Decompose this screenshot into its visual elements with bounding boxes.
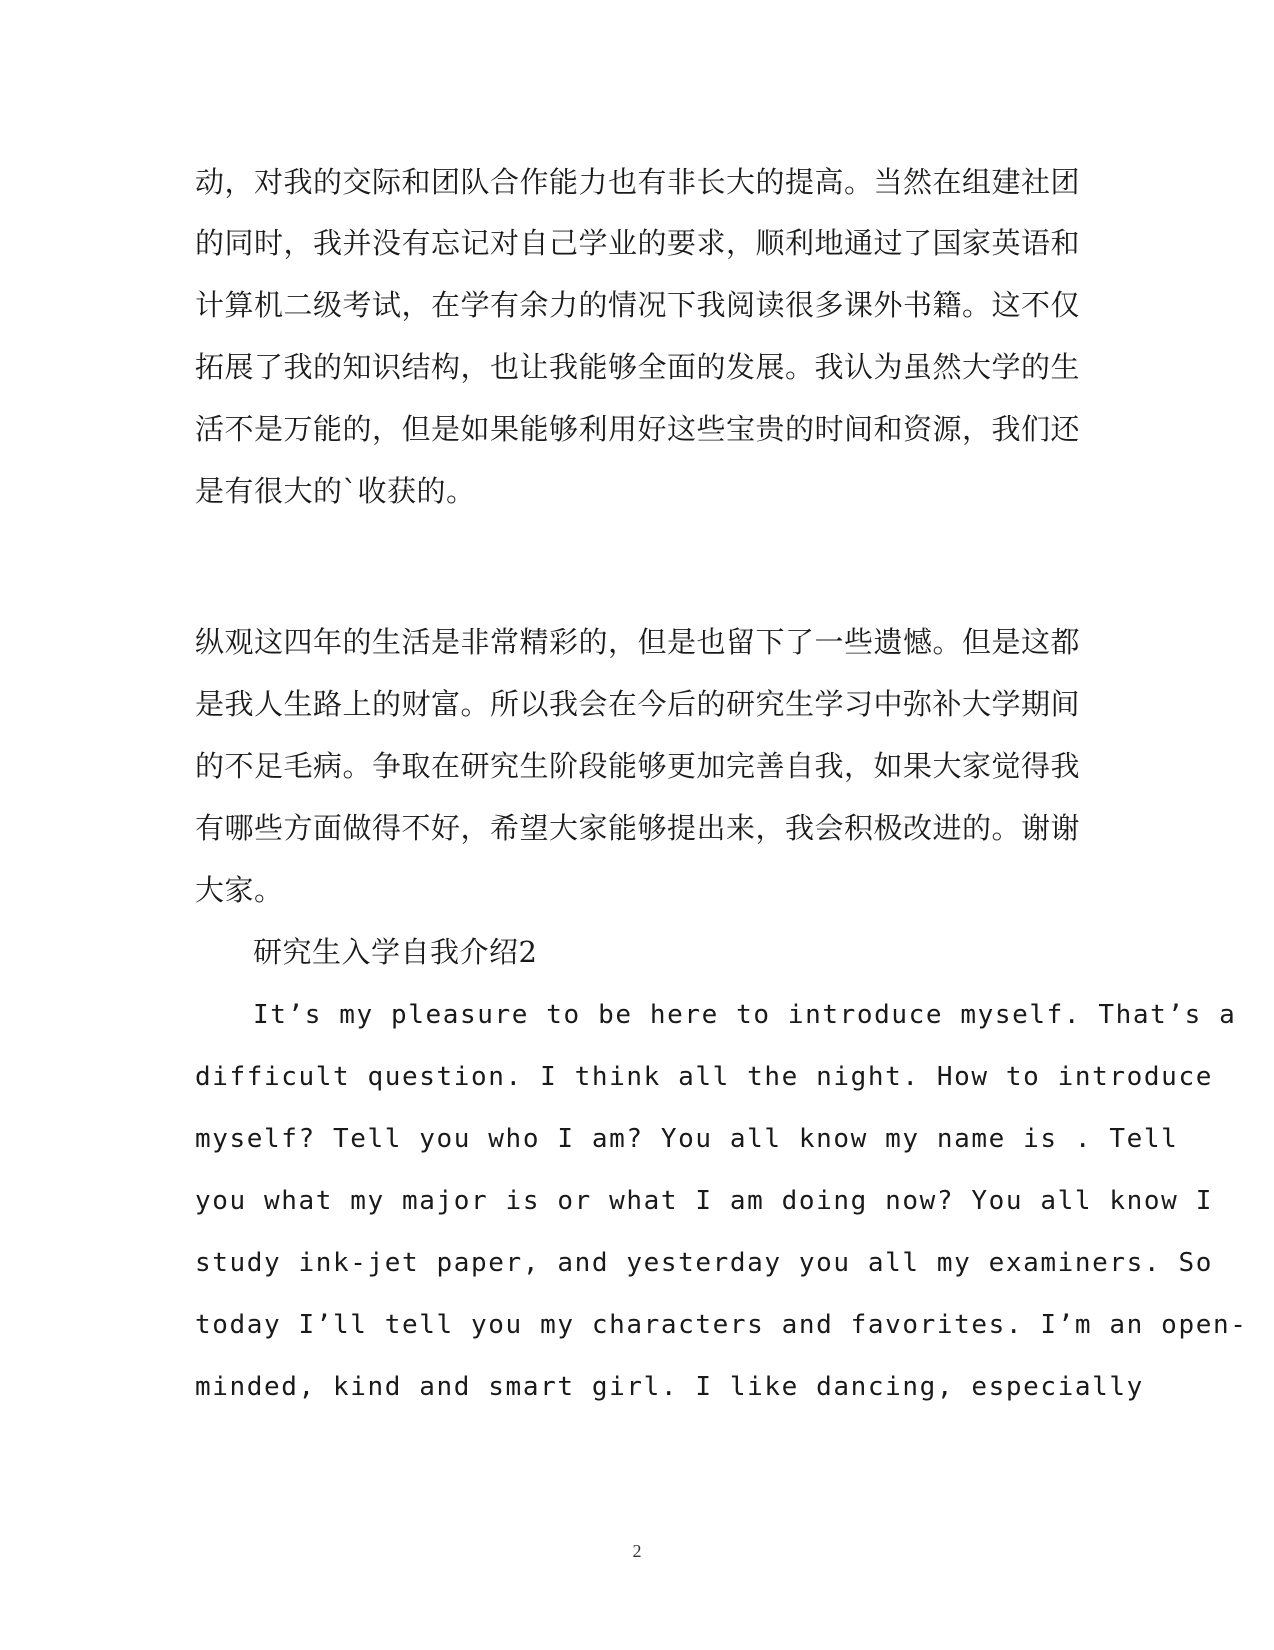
paragraph-line: 是我人生路上的财富。所以我会在今后的研究生学习中弥补大学期间 bbox=[195, 687, 1081, 721]
section-heading: 研究生入学自我介绍2 bbox=[253, 935, 538, 969]
paragraph-line: 的同时，我并没有忘记对自己学业的要求，顺利地通过了国家英语和 bbox=[195, 226, 1081, 260]
paragraph-line: today I’ll tell you my characters and favorites. I’m an open- bbox=[195, 1310, 1248, 1340]
paragraph-line: 活不是万能的，但是如果能够利用好这些宝贵的时间和资源，我们还 bbox=[195, 412, 1081, 446]
paragraph-line: 有哪些方面做得不好，希望大家能够提出来，我会积极改进的。谢谢 bbox=[195, 811, 1081, 845]
page-number: 2 bbox=[632, 1541, 642, 1561]
paragraph-line: 是有很大的`收获的。 bbox=[195, 474, 476, 508]
paragraph-line: 纵观这四年的生活是非常精彩的，但是也留下了一些遗憾。但是这都 bbox=[195, 625, 1081, 659]
paragraph-line: you what my major is or what I am doing now? You all know I bbox=[195, 1186, 1213, 1216]
paragraph-line: 动，对我的交际和团队合作能力也有非长大的提高。当然在组建社团 bbox=[195, 165, 1081, 199]
paragraph-line: 拓展了我的知识结构，也让我能够全面的发展。我认为虽然大学的生 bbox=[195, 350, 1081, 384]
paragraph-line: difficult question. I think all the night. How to introduce bbox=[195, 1062, 1213, 1092]
paragraph-line: 计算机二级考试，在学有余力的情况下我阅读很多课外书籍。这不仅 bbox=[195, 288, 1081, 322]
paragraph-line: minded, kind and smart girl. I like dancing, especially bbox=[195, 1372, 1144, 1402]
paragraph-line: 的不足毛病。争取在研究生阶段能够更加完善自我，如果大家觉得我 bbox=[195, 749, 1081, 783]
paragraph-line: 大家。 bbox=[195, 873, 284, 907]
paragraph-line: myself? Tell you who I am? You all know my name is . Tell bbox=[195, 1124, 1179, 1154]
paragraph-line: study ink-jet paper, and yesterday you all my examiners. So bbox=[195, 1248, 1213, 1278]
paragraph-line: It’s my pleasure to be here to introduce myself. That’s a bbox=[253, 1000, 1237, 1030]
